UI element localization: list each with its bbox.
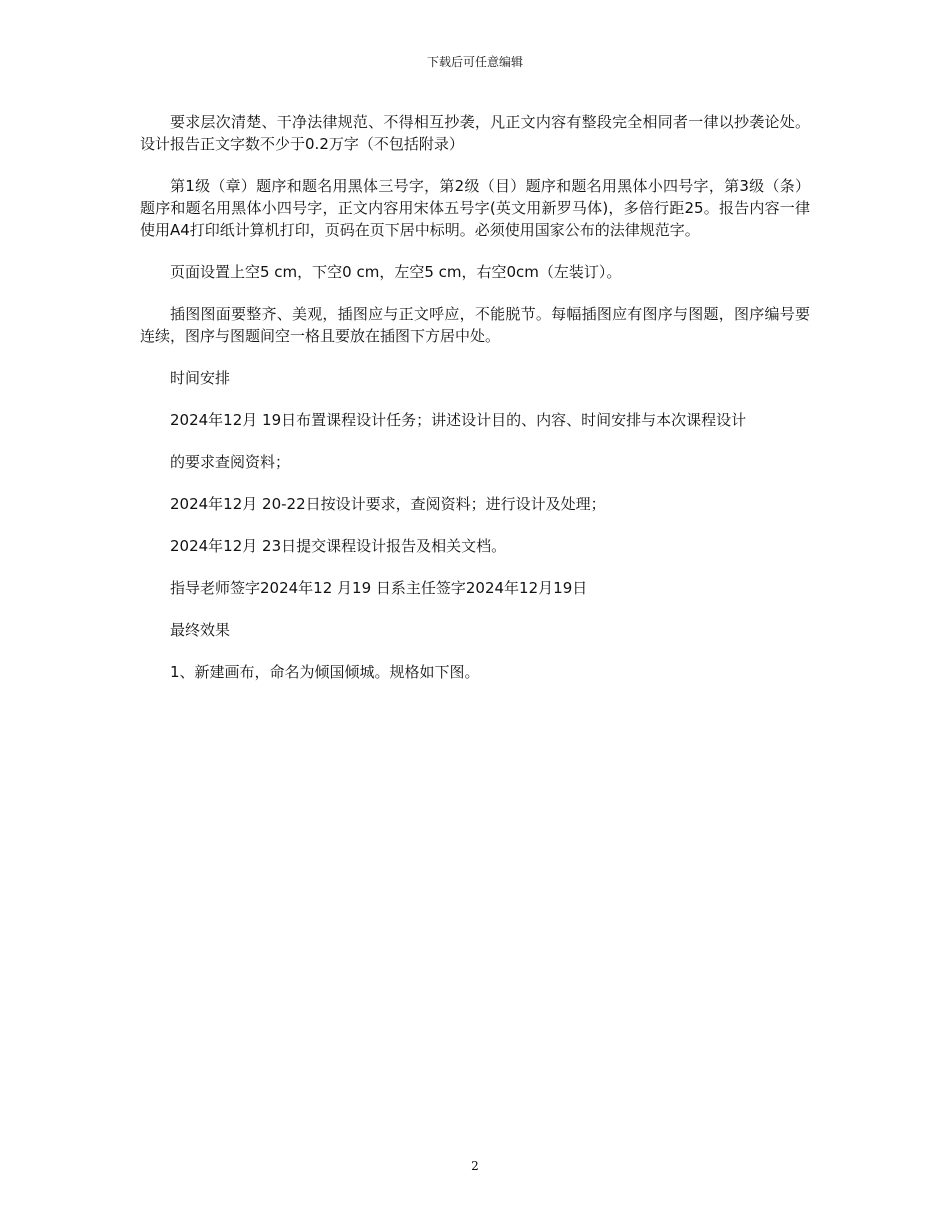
section-heading-final-effect: 最终效果: [170, 621, 231, 639]
signature-line: 指导老师签字2024年12 月19 日系主任签字2024年12月19日: [170, 579, 588, 597]
section-heading-schedule: 时间安排: [170, 369, 231, 387]
schedule-item-day-19: 2024年12月 19日布置课程设计任务；讲述设计目的、内容、时间安排与本次课程设计: [170, 411, 747, 429]
paragraph-illustrations: 插图图面要整齐、美观，插图应与正文呼应，不能脱节。每幅插图应有图序与图题，图序编号要连续，图序与图题间空一格且要放在插图下方居中处。: [140, 305, 810, 345]
schedule-item-day-20-22: 2024年12月 20-22日按设计要求，查阅资料；进行设计及处理；: [170, 495, 606, 513]
paragraph-page-setup: 页面设置上空5 cm，下空0 cm，左空5 cm，右空0cm（左装订）。: [170, 263, 622, 281]
document-body: [140, 111, 810, 703]
step-item-new-canvas: 1、新建画布，命名为倾国倾城。规格如下图。: [170, 663, 480, 681]
paragraph-formatting: 第1级（章）题序和题名用黑体三号字，第2级（目）题序和题名用黑体小四号字，第3级（条）题序和题名用黑体小四号字，正文内容用宋体五号字(英文用新罗马体)，多倍行距25。报告内容一律使用A4打印纸计算机打印，页码在页下居中标明。必须使用国家公布的法律规范字。: [140, 177, 810, 239]
paragraph-requirements: 要求层次清楚、干净法律规范、不得相互抄袭，凡正文内容有整段完全相同者一律以抄袭论处。设计报告正文字数不少于0.2万字（不包括附录）: [140, 113, 810, 153]
page-header: 下载后可任意编辑: [426, 55, 523, 69]
page-number: 2: [471, 1159, 479, 1173]
schedule-item-continuation: 的要求查阅资料；: [170, 453, 291, 471]
schedule-item-day-23: 2024年12月 23日提交课程设计报告及相关文档。: [170, 537, 507, 555]
